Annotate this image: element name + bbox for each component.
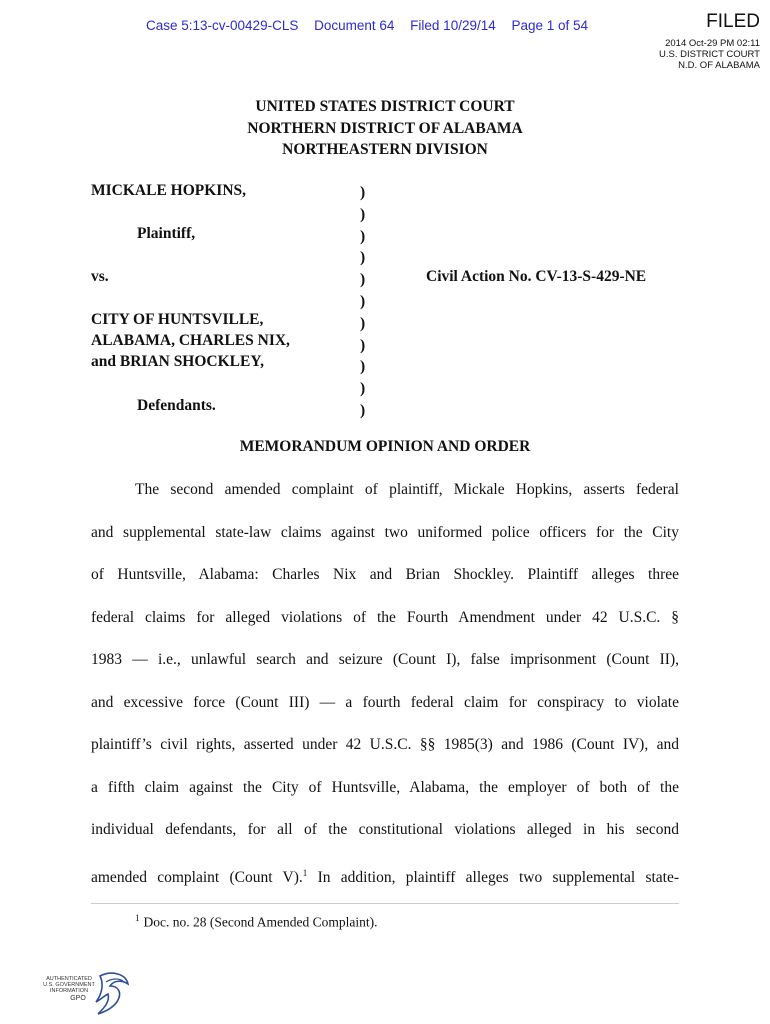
body-line: a fifth claim against the City of Huntsville, Alabama, the employer of both of the [91,778,679,796]
paren: ) [360,380,366,398]
court-line: UNITED STATES DISTRICT COURT [255,98,515,115]
stamp-line: 2014 Oct-29 PM 02:11 [665,38,760,49]
body-text-segment: In addition, plaintiff alleges two supplemental state- [307,868,680,886]
page-number: Page 1 of 54 [511,18,589,33]
footnote-text: Doc. no. 28 (Second Amended Complaint). [143,914,378,930]
paren: ) [360,292,366,310]
stamp-line: N.D. OF ALABAMA [678,60,760,71]
footnote-reference[interactable]: 1 [302,867,308,878]
body-line [91,852,679,900]
body-line: The second amended complaint of plaintiff, Mickale Hopkins, asserts federal [135,481,679,498]
filed-date: Filed 10/29/14 [410,18,496,33]
paren: ) [360,205,366,223]
court-line: NORTHEASTERN DIVISION [282,141,488,158]
paren: ) [360,401,366,419]
plaintiff-role: Plaintiff, [137,225,196,242]
eagle-icon [92,970,132,1016]
defendant-line: ALABAMA, CHARLES NIX, [91,332,290,349]
defendant-line: CITY OF HUNTSVILLE, [91,311,264,328]
court-line: NORTHERN DISTRICT OF ALABAMA [247,119,523,137]
body-line: of Huntsville, Alabama: Charles Nix and Brian Shockley. Plaintiff alleges three [91,566,679,583]
document-number: Document 64 [314,18,395,33]
gpo-line: INFORMATION [49,988,89,994]
filed-stamp [659,38,760,71]
case-number: Case 5:13-cv-00429-CLS [146,18,299,33]
filed-stamp-label: FILED [706,11,760,32]
stamp-line: U.S. DISTRICT COURT [659,49,760,60]
defendant-role: Defendants. [137,397,216,414]
gpo-line: U.S. GOVERNMENT [43,982,95,988]
body-line: and supplemental state-law claims against two uniformed police officers for the City [91,523,679,541]
paren: ) [360,227,366,245]
paren: ) [360,249,366,267]
body-line: 1983 — i.e., unlawful search and seizure (Count I), false imprisonment (Count II), [91,651,679,668]
gpo-logo-text [40,976,98,1002]
gpo-line: AUTHENTICATED [46,976,92,982]
gpo-mark: GPO [70,995,86,1002]
paren: ) [360,336,366,354]
gpo-authentication-logo [40,970,130,1018]
footnote [135,913,377,931]
plaintiff-name: MICKALE HOPKINS, [91,182,247,199]
body-text-segment: amended complaint (Count V). [91,868,303,886]
body-line: individual defendants, for all of the constitutional violations alleged in his second [91,821,679,838]
caption-parentheses [360,182,365,422]
paren: ) [360,358,366,376]
opinion-body [91,469,679,899]
civil-action-number: Civil Action No. CV-13-S-429-NE [426,268,647,285]
body-line: federal claims for alleged violations of the Fourth Amendment under 42 U.S.C. § [91,608,679,626]
paren: ) [360,314,366,332]
court-heading [0,96,770,161]
footnote-number: 1 [135,913,140,923]
footnote-divider [91,903,679,904]
body-line: plaintiff’s civil rights, asserted under 42 U.S.C. §§ 1985(3) and 1986 (Count IV), and [91,736,679,753]
defendant-line: and BRIAN SHOCKLEY, [91,353,264,370]
document-title: MEMORANDUM OPINION AND ORDER [239,438,531,455]
body-line: and excessive force (Count III) — a fourth federal claim for conspiracy to violate [91,693,679,711]
paren: ) [360,271,366,289]
versus: vs. [91,268,109,285]
paren: ) [360,184,366,201]
docket-header [146,18,600,33]
